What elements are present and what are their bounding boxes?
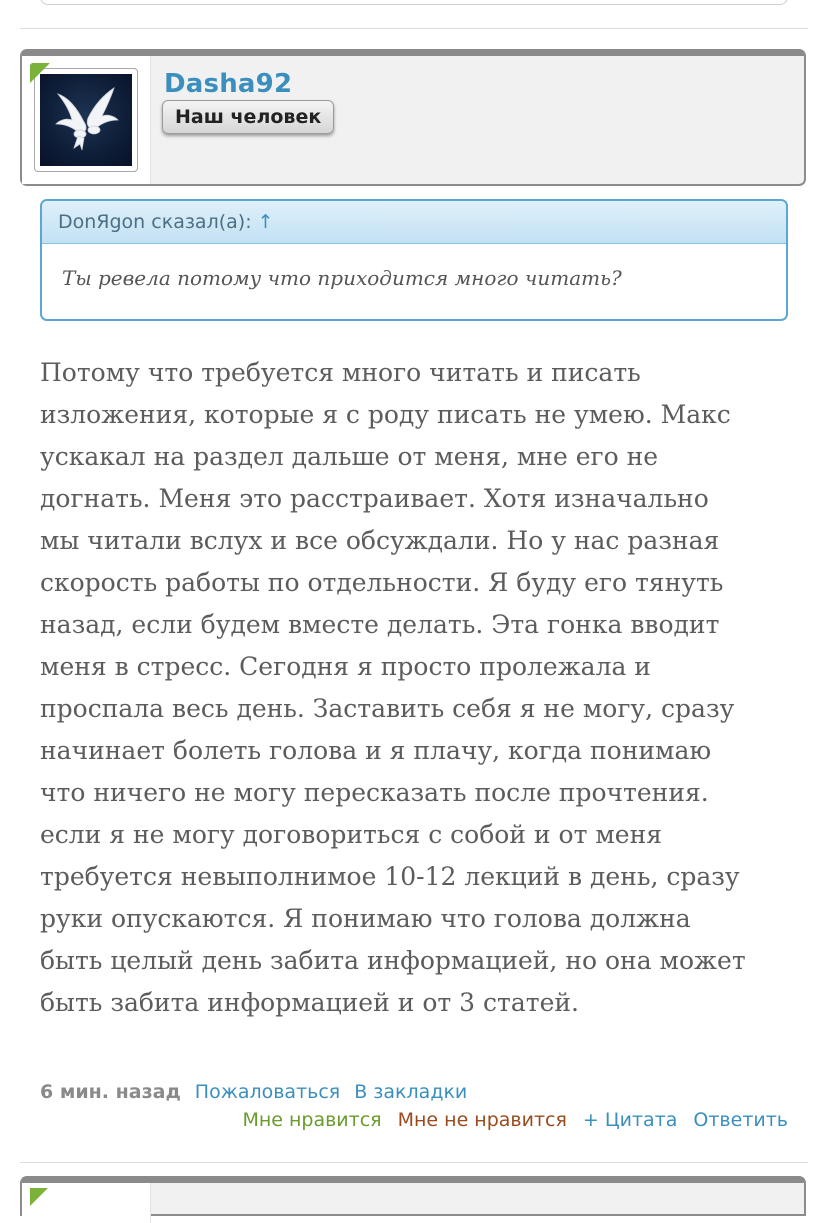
post-line: назад, если будем вместе делать. Эта гонка вводит: [40, 610, 720, 639]
post-user-header: [20, 49, 806, 186]
quote-jump-arrow-icon[interactable]: ↑: [257, 211, 274, 233]
bookmark-link[interactable]: В закладки: [354, 1081, 468, 1103]
doves-avatar-icon: [40, 74, 132, 166]
post-line: быть забита информацией и от 3 статей.: [40, 988, 579, 1017]
quote-text: Ты ревела потому что приходится много читать?: [62, 266, 622, 290]
post-line: если я не могу договориться с собой и от меня: [40, 820, 663, 849]
reply-button[interactable]: Ответить: [693, 1109, 788, 1131]
report-link[interactable]: Пожаловаться: [194, 1081, 341, 1103]
post-time[interactable]: 6 мин. назад: [40, 1081, 181, 1103]
post-line: мы читали вслух и все обсуждали. Но у нас разная: [40, 526, 720, 555]
post-actions: [242, 1106, 788, 1134]
quote-author: DonЯgon сказал(а):: [58, 211, 252, 233]
dislike-button[interactable]: Мне не нравится: [397, 1109, 567, 1131]
post-line: начинает болеть голова и я плачу, когда понимаю: [40, 736, 712, 765]
post-meta: [40, 1078, 467, 1106]
username[interactable]: Dasha92: [164, 69, 293, 99]
previous-post-bottom: [40, 0, 788, 5]
post-line: догнать. Меня это расстраивает. Хотя изначально: [40, 484, 709, 513]
post-line: скорость работы по отдельности. Я буду его тянуть: [40, 568, 724, 597]
post-line: требуется невыполнимое 10-12 лекций в день, сразу: [40, 862, 740, 891]
divider: [20, 1162, 808, 1163]
post-body: [40, 352, 800, 1024]
avatar-container: [22, 56, 151, 184]
quote-header: [42, 201, 786, 244]
post-line: проспала весь день. Заставить себя я не могу, сразу: [40, 694, 735, 723]
post-line: меня в стресс. Сегодня я просто пролежала и: [40, 652, 651, 681]
user-rank-badge: Наш человек: [162, 100, 334, 134]
quote-block: [40, 199, 788, 321]
post-line: изложения, которые я с роду писать не умею. Макс: [40, 400, 731, 429]
next-post-header: [20, 1176, 806, 1216]
online-indicator: [30, 1188, 48, 1206]
post-line: быть целый день забита информацией, но она может: [40, 946, 746, 975]
post-line: руки опускаются. Я понимаю что голова должна: [40, 904, 691, 933]
online-indicator: [30, 63, 50, 83]
avatar[interactable]: [34, 68, 138, 172]
post-line: Потому что требуется много читать и писать: [40, 358, 641, 387]
next-avatar-container: [22, 1183, 151, 1223]
like-button[interactable]: Мне нравится: [242, 1109, 382, 1131]
divider: [20, 28, 808, 29]
post-line: ускакал на раздел дальше от меня, мне его не: [40, 442, 659, 471]
post-line: что ничего не могу пересказать после прочтения.: [40, 778, 709, 807]
quote-button[interactable]: + Цитата: [582, 1109, 678, 1131]
